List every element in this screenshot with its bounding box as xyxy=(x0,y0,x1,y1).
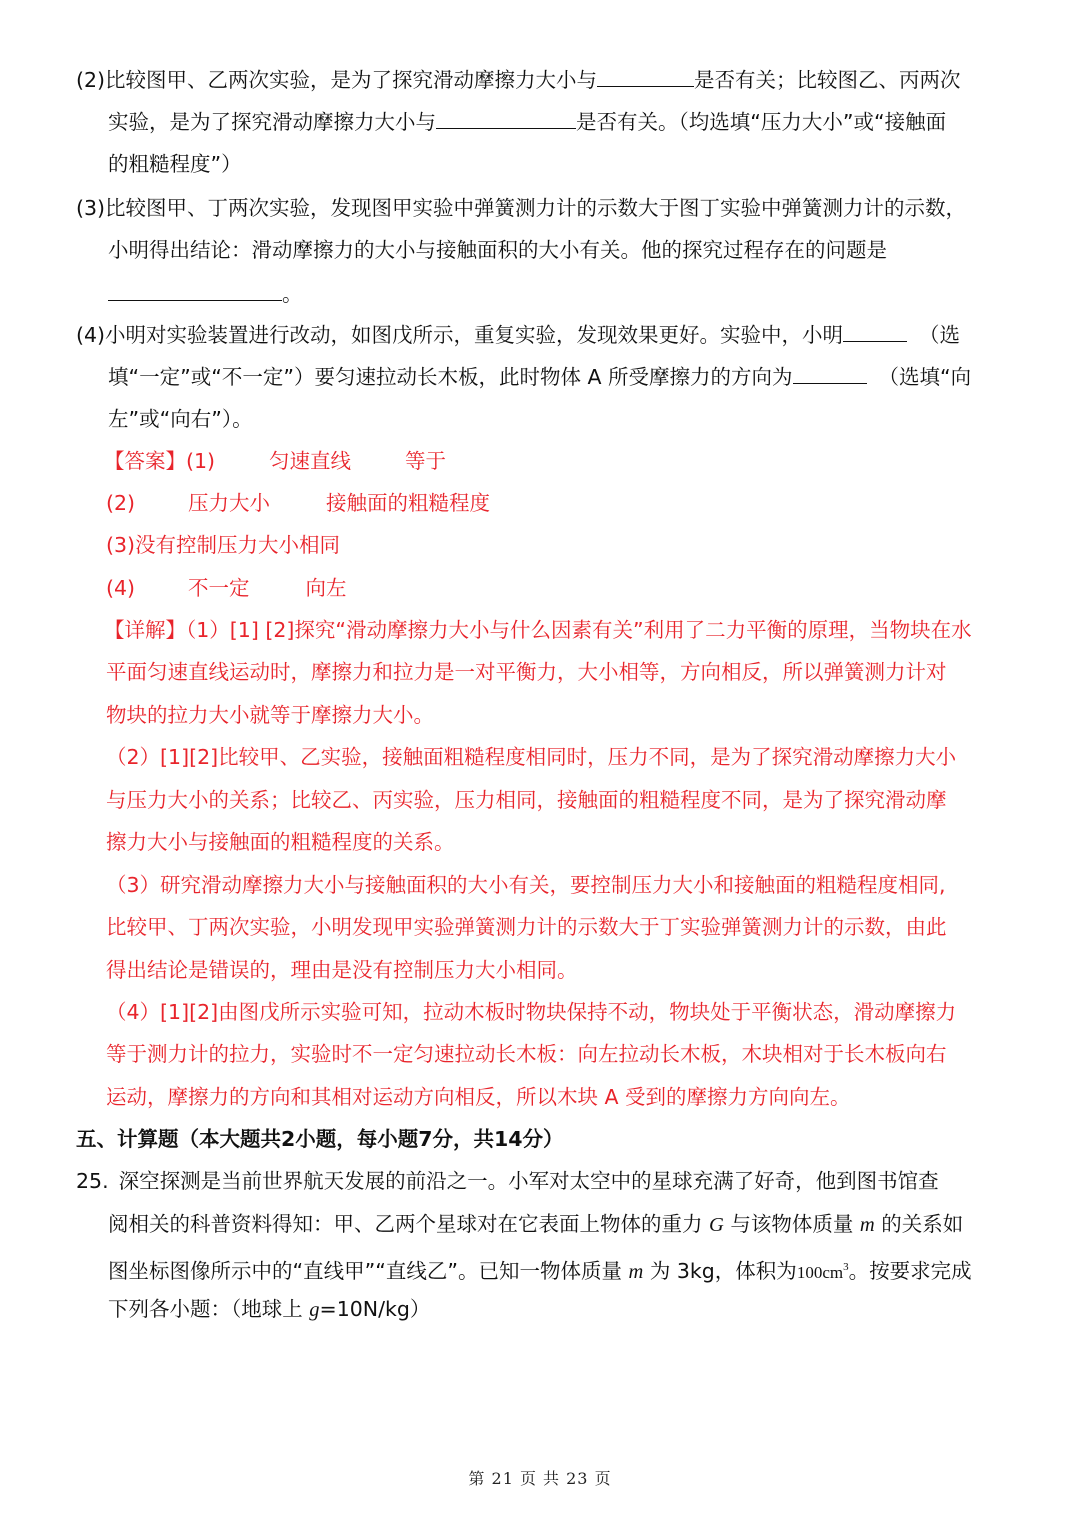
question-number: 25. xyxy=(76,1169,109,1193)
q2-line2 xyxy=(108,108,946,136)
q3-line3 xyxy=(108,280,303,308)
answer-value: 等于 xyxy=(405,449,447,473)
q4-line1 xyxy=(76,321,960,349)
q4-text: 填“一定”或“不一定”）要匀速拉动长木板，此时物体 A 所受摩擦力的方向为 xyxy=(108,365,793,389)
explain-p3-l2: 比较甲、丁两次实验，小明发现甲实验弹簧测力计的示数大于丁实验弹簧测力计的示数，由此 xyxy=(106,915,947,939)
q3-text: 。 xyxy=(282,282,303,306)
answer-blank[interactable] xyxy=(793,363,867,384)
explain-p2-l2: 与压力大小的关系；比较乙、丙实验，压力相同，接触面的粗糙程度不同，是为了探究滑动摩 xyxy=(106,788,947,812)
explain-p1-l2: 平面匀速直线运动时，摩擦力和拉力是一对平衡力，大小相等，方向相反，所以弹簧测力计对 xyxy=(106,660,947,684)
volume-value: 100cm xyxy=(796,1263,844,1282)
q2-text: (2)比较图甲、乙两次实验，是为了探究滑动摩擦力大小与 xyxy=(76,68,598,92)
q25-text: 。按要求完成 xyxy=(848,1259,972,1283)
q25-line1 xyxy=(76,1167,939,1195)
answer-value: 匀速直线 xyxy=(269,449,352,473)
q4-line3: 左”或“向右”）。 xyxy=(108,407,253,431)
answer-value: 接触面的粗糙程度 xyxy=(326,491,491,515)
q25-text: 下列各小题：（地球上 xyxy=(108,1297,303,1321)
explain-p2-l3: 擦力大小与接触面的粗糙程度的关系。 xyxy=(106,830,455,854)
q4-text: (4)小明对实验装置进行改动，如图戊所示，重复实验，发现效果更好。实验中，小明 xyxy=(76,323,844,347)
q3-line1: (3)比较图甲、丁两次实验，发现图甲实验中弹簧测力计的示数大于图丁实验中弹簧测力计的示数， xyxy=(76,196,967,220)
symbol-m: m xyxy=(859,1214,875,1236)
page-footer: 第 21 页 共 23 页 xyxy=(468,1469,612,1488)
explain-p4-l2: 等于测力计的拉力，实验时不一定匀速拉动长木板：向左拉动长木板，木块相对于长木板向右 xyxy=(106,1042,947,1066)
q25-text: 阅相关的科普资料得知：甲、乙两个星球对在它表面上物体的重力 xyxy=(108,1212,703,1236)
explain-p1-l1: 【详解】（1）[1] [2]探究“滑动摩擦力大小与什么因素有关”利用了二力平衡的原理，当物块在水 xyxy=(104,618,972,642)
answer-blank[interactable] xyxy=(597,66,694,87)
symbol-g: g xyxy=(309,1299,320,1321)
answer-blank[interactable] xyxy=(108,280,282,301)
explain-p4-l1: （4）[1][2]由图戊所示实验可知，拉动木板时物块保持不动，物块处于平衡状态，滑动摩擦力 xyxy=(106,1000,957,1024)
answer-row-4 xyxy=(106,574,347,602)
answer-row-2 xyxy=(106,489,490,517)
section-heading: 五、计算题（本大题共2小题，每小题7分，共14分） xyxy=(76,1127,564,1151)
q25-line2 xyxy=(108,1210,963,1239)
volume-exponent: 3 xyxy=(843,1261,849,1273)
q2-text: 实验，是为了探究滑动摩擦力大小与 xyxy=(108,110,436,134)
q4-text: （选填“向 xyxy=(878,365,972,389)
q25-line4 xyxy=(108,1295,430,1324)
q25-text: 与该物体质量 xyxy=(730,1212,854,1236)
answer-value: 压力大小 xyxy=(188,491,271,515)
explain-p3-l1: （3）研究滑动摩擦力大小与接触面积的大小有关，要控制压力大小和接触面的粗糙程度相同, xyxy=(106,873,946,897)
q2-text: 是否有关；比较图乙、丙两次 xyxy=(694,68,961,92)
q4-text: （选 xyxy=(919,323,961,347)
q25-text: =10N/kg） xyxy=(319,1297,431,1321)
q25-line3 xyxy=(108,1253,972,1287)
q25-text: 的关系如 xyxy=(881,1212,964,1236)
answer-num: (1) xyxy=(186,449,216,473)
q2-line1 xyxy=(76,66,961,94)
answer-blank[interactable] xyxy=(436,108,576,129)
explain-p2-l1: （2）[1][2]比较甲、乙实验，接触面粗糙程度相同时，压力不同，是为了探究滑动摩擦力大小 xyxy=(106,745,957,769)
answer-value: 不一定 xyxy=(188,576,250,600)
q2-line3: 的粗糙程度”） xyxy=(108,152,242,176)
answer-num: (4) xyxy=(106,576,136,600)
answer-blank[interactable] xyxy=(843,321,907,342)
q3-line2: 小明得出结论：滑动摩擦力的大小与接触面积的大小有关。他的探究过程存在的问题是 xyxy=(108,238,887,262)
symbol-G: G xyxy=(709,1214,724,1236)
answer-value: 向左 xyxy=(305,576,347,600)
explain-p1-l3: 物块的拉力大小就等于摩擦力大小。 xyxy=(106,703,434,727)
q2-text: 是否有关。（均选填“压力大小”或“接触面 xyxy=(576,110,947,134)
answer-label: 【答案】 xyxy=(104,449,186,473)
q25-text: 深空探测是当前世界航天发展的前沿之一。小军对太空中的星球充满了好奇，他到图书馆查 xyxy=(118,1169,939,1193)
answer-num: (2) xyxy=(106,491,136,515)
answer-row-3: (3)没有控制压力大小相同 xyxy=(106,533,341,557)
explain-p3-l3: 得出结论是错误的，理由是没有控制压力大小相同。 xyxy=(106,958,578,982)
q4-line2 xyxy=(108,363,971,391)
q25-text: 图坐标图像所示中的“直线甲”“直线乙”。已知一物体质量 xyxy=(108,1259,622,1283)
symbol-m: m xyxy=(628,1261,644,1283)
q25-text: 为 3kg，体积为 xyxy=(649,1259,797,1283)
explain-p4-l3: 运动，摩擦力的方向和其相对运动方向相反，所以木块 A 受到的摩擦力方向向左。 xyxy=(106,1085,851,1109)
answer-row-1 xyxy=(104,447,446,475)
